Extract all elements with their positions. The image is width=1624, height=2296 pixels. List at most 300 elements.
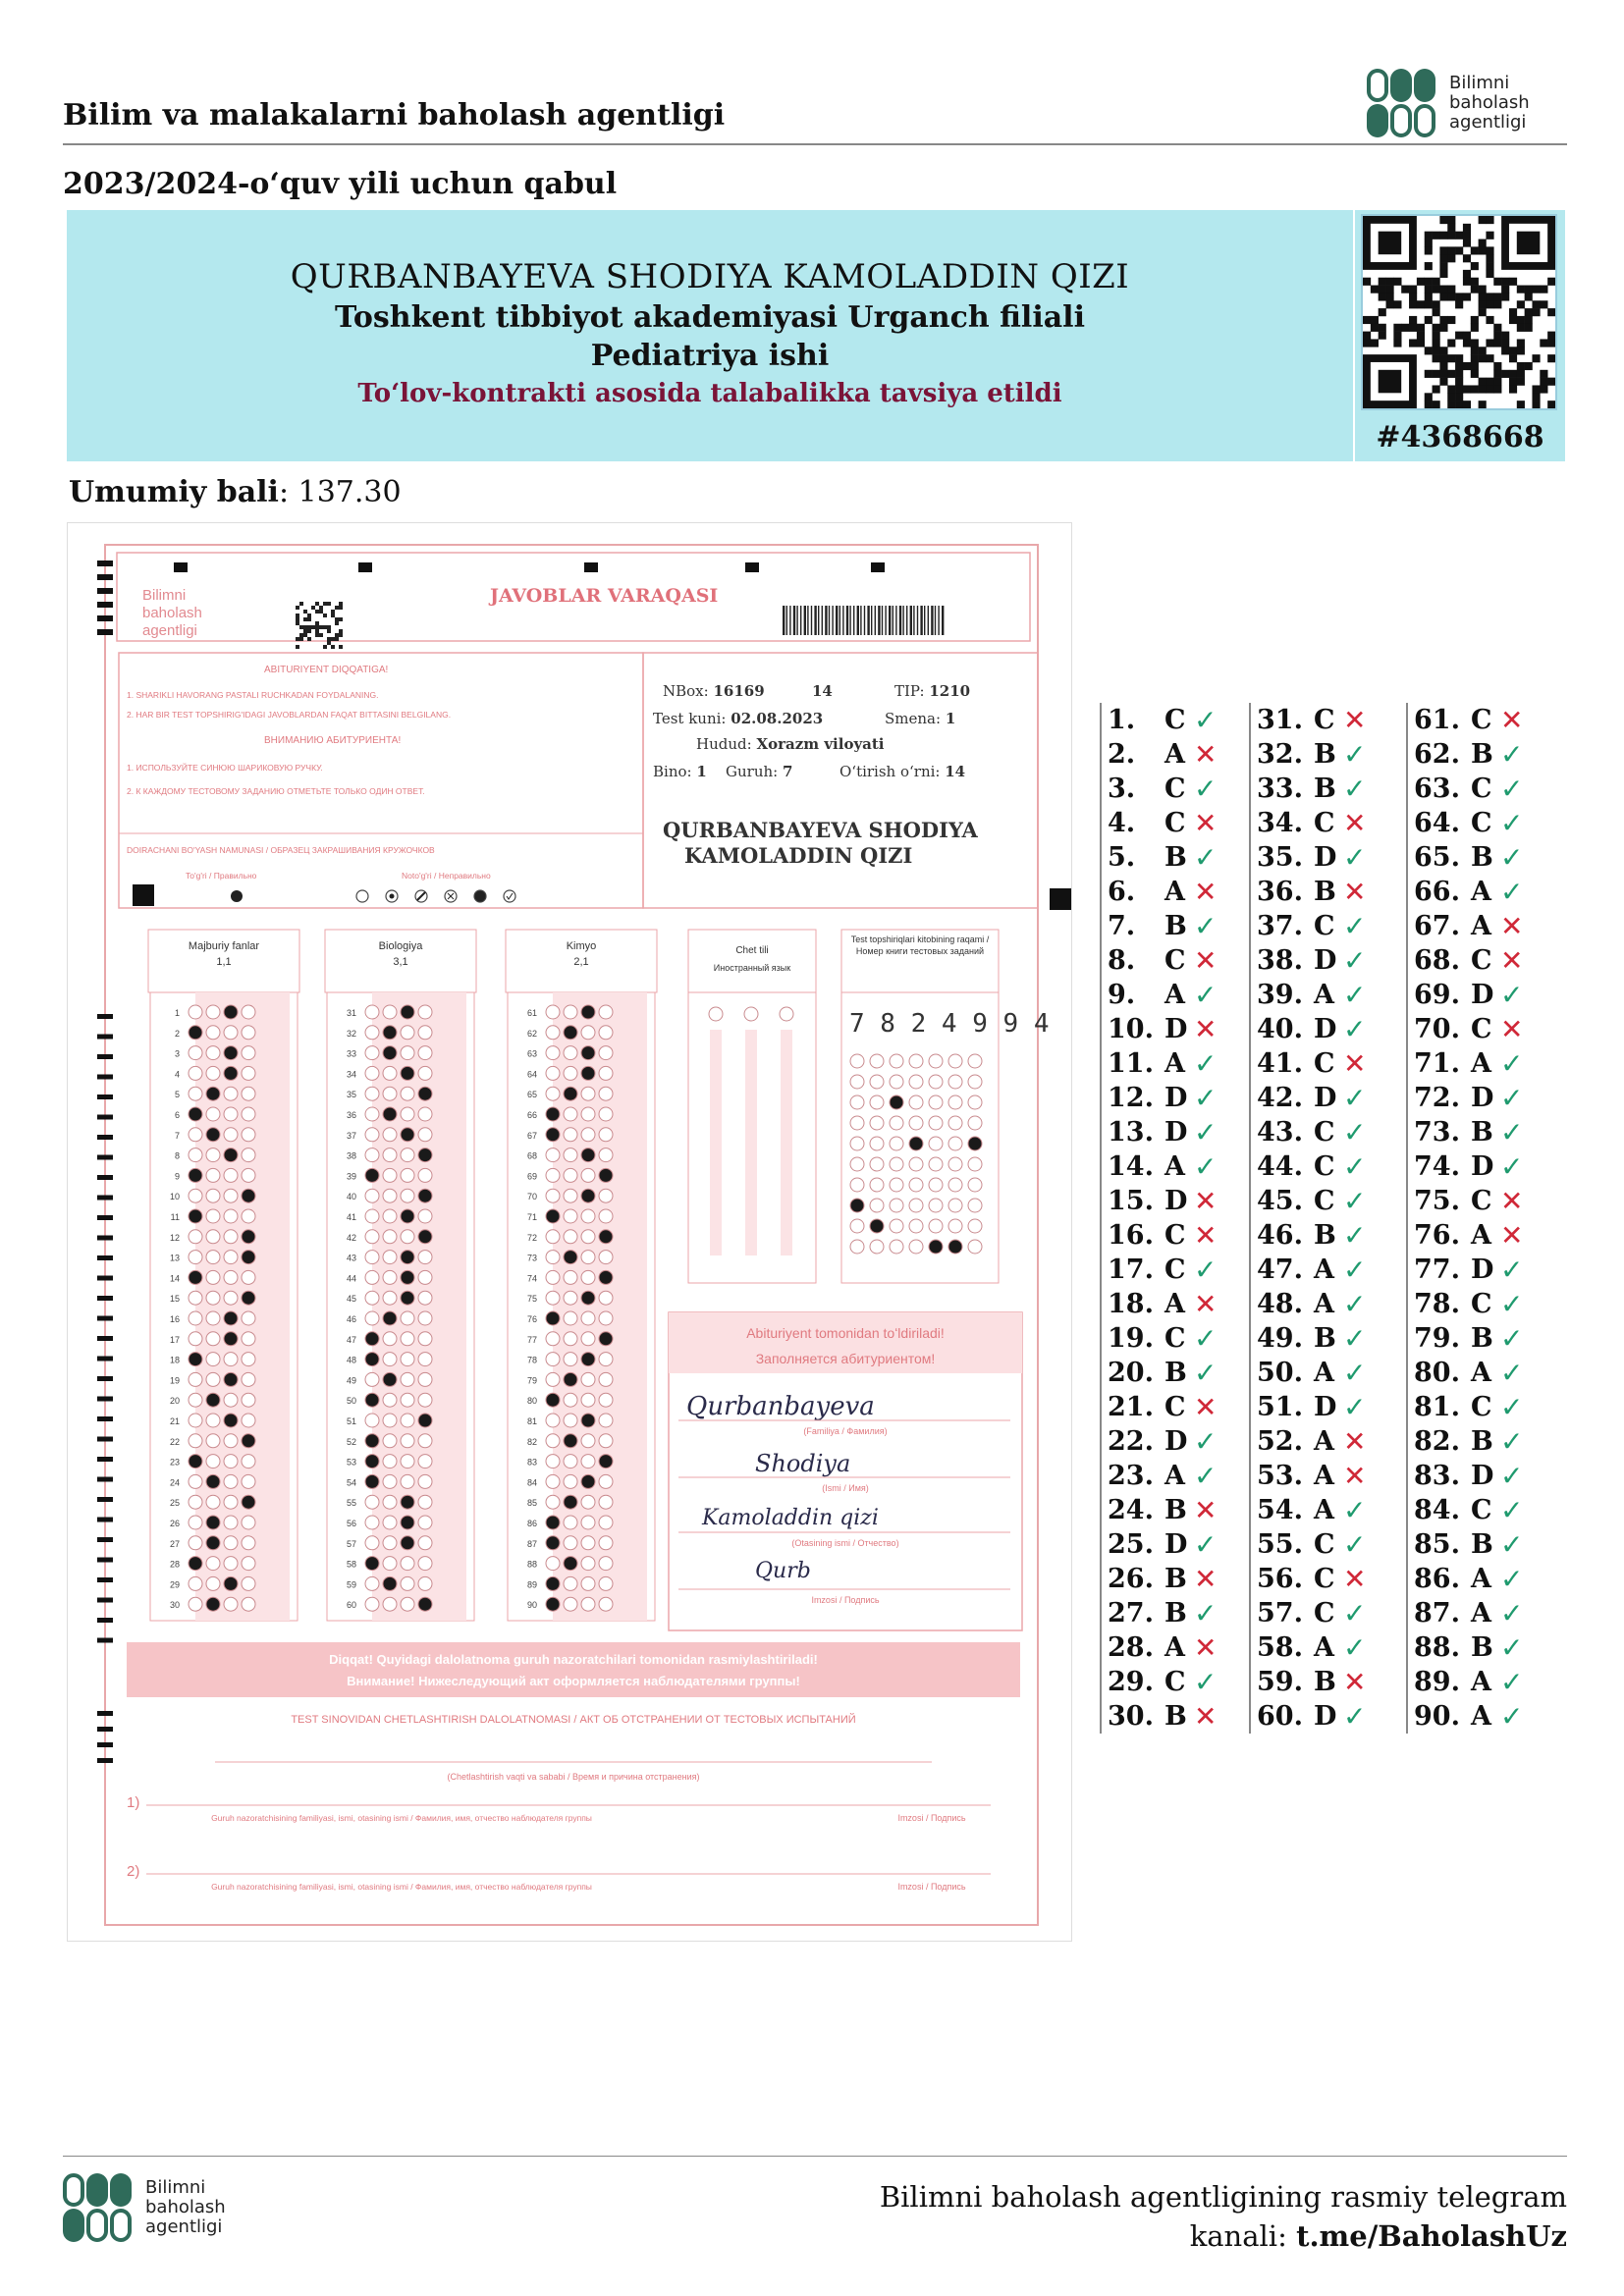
answer-letter: B [1164,842,1187,873]
answer-letter: A [1471,1220,1491,1251]
check-icon: ✓ [1343,1528,1367,1561]
check-icon: ✓ [1194,1047,1218,1080]
qr-module [1493,324,1501,332]
answer-bubble [418,1148,432,1162]
timing-mark [97,1135,113,1140]
timing-mark [97,615,113,621]
timing-mark [97,1497,113,1502]
qr-module [1393,300,1401,308]
answer-bubble [383,1066,397,1080]
answer-letter: A [1314,1632,1334,1663]
qr-module [1425,316,1433,324]
answer-bubble [599,1026,613,1040]
qr-module [1471,246,1479,254]
cross-icon: ✕ [1194,738,1218,771]
book-digit-bubble [968,1075,982,1089]
timing-mark [97,1035,113,1040]
answer-bubble [242,1597,255,1611]
question-number: 59. [1257,1667,1303,1697]
bubble-row-number: 18 [169,1355,180,1365]
qr-module [335,606,339,610]
cross-icon: ✕ [1343,704,1367,736]
answer-letter: A [1164,980,1185,1010]
answer-bubble [564,1066,577,1080]
question-number: 8. [1108,945,1136,976]
answer-row [1408,737,1551,772]
question-number: 30. [1108,1701,1154,1732]
answer-bubble [206,1270,220,1284]
barcode-bar [871,606,872,635]
book-digit-bubble [968,1199,982,1212]
answer-bubble [546,1189,560,1202]
answer-results-table [1100,703,1542,1735]
answer-row [1408,1012,1551,1046]
check-icon: ✓ [1343,1150,1367,1183]
answer-letter: B [1164,1358,1187,1388]
question-number: 49. [1257,1323,1303,1354]
answer-bubble [564,1495,577,1509]
answer-bubble [189,1332,202,1346]
check-icon: ✓ [1194,1254,1218,1286]
qr-module [1433,370,1440,378]
bubble-row-number: 6 [174,1110,180,1120]
answer-row [1408,1287,1551,1321]
qr-module [1447,339,1455,347]
answer-row [1251,943,1394,978]
bubble-row-number: 55 [346,1498,356,1509]
barcode-bar [842,606,843,635]
qr-module [339,617,343,621]
answer-bubble [365,1128,379,1142]
check-icon: ✓ [1343,1322,1367,1355]
answer-bubble [599,1455,613,1468]
answer-letter: B [1471,1323,1493,1354]
check-icon: ✓ [1500,1666,1524,1698]
qr-module [1525,286,1533,294]
barcode-bar [804,606,806,635]
book-digit-bubble [909,1240,923,1254]
qr-module [331,637,335,641]
answer-bubble [581,1372,595,1386]
qr-module [1393,339,1401,347]
qr-module [1479,308,1487,316]
qr-module [1447,254,1455,262]
qr-panel [1355,210,1565,461]
answer-letter: C [1164,1667,1186,1697]
answer-letter: B [1471,1529,1493,1560]
answer-bubble [383,1270,397,1284]
qr-module [1363,339,1371,347]
answer-bubble [418,1557,432,1571]
check-icon: ✓ [1194,1425,1218,1458]
check-icon: ✓ [1343,979,1367,1011]
answer-bubble [242,1189,255,1202]
qr-module [1525,308,1533,316]
sheet-name-line-2: KAMOLADDIN QIZI [684,843,913,868]
test-day-value: 02.08.2023 [731,710,824,727]
answer-letter: D [1314,945,1337,976]
answer-bubble [599,1516,613,1529]
barcode-bar [793,606,795,635]
bubble-row-number: 13 [169,1253,180,1263]
question-number: 61. [1414,705,1460,735]
answer-bubble [546,1291,560,1305]
answer-letter: A [1471,1701,1491,1732]
answer-bubble [581,1148,595,1162]
check-icon: ✓ [1500,1254,1524,1286]
sheet-logo-text: agentligi [142,622,197,639]
svg-text:Guruh: 7 [726,763,792,780]
check-icon: ✓ [1194,1597,1218,1629]
book-number-digits: 7 8 2 4 9 9 4 [849,1009,1050,1039]
bubble-row-number: 12 [169,1232,180,1243]
answer-bubble [242,1209,255,1223]
subject-title: Biologiya [378,940,423,952]
telegram-link[interactable]: t.me/BaholashUz [1296,2219,1567,2253]
bubble-row-number: 24 [169,1477,180,1488]
check-icon: ✓ [1343,1494,1367,1526]
answer-letter: D [1314,1014,1337,1044]
answer-row [1251,875,1394,909]
answer-letter: C [1164,705,1186,735]
barcode-bar [864,606,865,635]
answer-bubble [546,1536,560,1550]
answer-bubble [564,1168,577,1182]
qr-module [1379,332,1386,340]
timing-mark [97,561,113,566]
answer-bubble [383,1495,397,1509]
answer-row [1251,703,1394,737]
answer-bubble [189,1046,202,1060]
check-icon: ✓ [1500,738,1524,771]
answer-bubble [206,1557,220,1571]
bubble-row-number: 39 [346,1171,356,1182]
svg-text:Bino: 1 [653,763,707,780]
answer-letter: C [1471,808,1492,838]
answer-bubble [564,1353,577,1366]
notice-text: 1. SHARIKLI HAVORANG PASTALI RUCHKADAN FOYDALANING. [127,690,379,700]
answer-row [1102,1012,1245,1046]
answer-bubble [383,1168,397,1182]
book-digit-bubble [850,1199,864,1212]
answer-bubble [365,1474,379,1488]
qr-module [1463,400,1471,408]
timing-mark [97,1457,113,1462]
answer-bubble [546,1209,560,1223]
question-number: 27. [1108,1598,1154,1629]
barcode-bar [783,606,785,635]
qr-module [303,633,307,637]
answer-bubble [206,1230,220,1244]
qr-module [1433,347,1440,354]
qr-module [1439,286,1447,294]
answer-bubble [224,1066,238,1080]
answer-letter: B [1314,1220,1336,1251]
bubble-row-number: 51 [346,1416,356,1426]
check-icon: ✓ [1343,1700,1367,1733]
book-digit-bubble [968,1178,982,1192]
answer-bubble [418,1372,432,1386]
answer-bubble [189,1536,202,1550]
qr-module [1439,232,1447,240]
question-number: 20. [1108,1358,1154,1388]
qr-module [1393,324,1401,332]
book-digit-bubble [850,1075,864,1089]
bubble-row-number: 10 [169,1192,180,1202]
bubble-row-number: 52 [346,1436,356,1447]
bubble-row-number: 41 [346,1212,356,1222]
qr-module [1501,339,1509,347]
qr-module [307,625,311,629]
footer-prefix: kanali: [1189,2219,1287,2253]
qr-module [1471,354,1479,362]
timing-mark [97,1518,113,1522]
bubble-row-number: 73 [526,1253,537,1263]
qr-module [1379,293,1386,300]
qr-module [1371,316,1379,324]
cross-icon: ✕ [1194,1700,1218,1733]
qr-module [1540,300,1547,308]
recommendation-status: Toʻlov-kontrakti asosida talabalikka tavsiya etildi [357,379,1062,408]
answer-bubble [206,1332,220,1346]
qr-module [1486,378,1493,386]
bubble-row-number: 61 [526,1008,537,1018]
father-field-label: (Otasining ismi / Отчество) [791,1538,899,1548]
timing-mark [745,562,759,572]
logo-text-line: baholash [1449,92,1530,113]
bubble-row-number: 36 [346,1110,356,1120]
answer-letter: B [1471,842,1493,873]
answer-bubble [242,1251,255,1264]
question-number: 6. [1108,877,1136,907]
answer-row [1408,1321,1551,1356]
language-bubbles [709,1007,793,1255]
qr-module [1447,246,1455,254]
answer-bubble [546,1311,560,1325]
question-number: 4. [1108,808,1136,838]
cross-icon: ✕ [1500,1219,1524,1252]
barcode-bar [928,606,929,635]
answer-bubble [383,1597,397,1611]
answer-bubble [581,1474,595,1488]
bubble-row-number: 80 [526,1396,537,1407]
qr-module [1493,362,1501,370]
answer-bubble [242,1536,255,1550]
answer-bubble [383,1536,397,1550]
qr-module [323,625,327,629]
answer-bubble [546,1516,560,1529]
bubble-row-number: 50 [346,1396,356,1407]
question-number: 60. [1257,1701,1303,1732]
answer-bubble [206,1455,220,1468]
book-digit-bubble [890,1240,903,1254]
question-number: 84. [1414,1495,1460,1525]
answer-bubble [401,1168,414,1182]
program-name: Pediatriya ishi [590,339,830,373]
answer-bubble [189,1372,202,1386]
answer-bubble [242,1087,255,1100]
answer-bubble [206,1536,220,1550]
answer-row [1408,1253,1551,1287]
answer-bubble [581,1128,595,1142]
timing-mark [97,1095,113,1099]
answer-bubble [599,1087,613,1100]
answer-bubble [599,1474,613,1488]
qr-module [339,645,343,649]
timing-mark [97,588,113,594]
check-icon: ✓ [1343,1391,1367,1423]
answer-letter: A [1314,1426,1334,1457]
qr-module [296,614,299,617]
book-digit-bubble [929,1240,943,1254]
answer-bubble [189,1516,202,1529]
group-value: 7 [782,763,793,780]
answer-bubble [242,1455,255,1468]
answer-bubble [242,1576,255,1590]
answer-bubble [189,1087,202,1100]
answer-bubble [581,1557,595,1571]
bubble-row-number: 57 [346,1538,356,1549]
qr-module [1525,293,1533,300]
answer-bubble [206,1311,220,1325]
footer-logo [63,2173,226,2242]
qr-module [1439,262,1447,270]
check-icon: ✓ [1194,1150,1218,1183]
answer-bubble [564,1209,577,1223]
answer-letter: D [1164,1426,1188,1457]
answer-bubble [224,1189,238,1202]
answer-bubble [365,1026,379,1040]
nbox-extra: 14 [812,682,833,700]
language-bubble [744,1007,758,1021]
qr-module [1447,400,1455,408]
answer-letter: C [1164,1392,1186,1422]
qr-module [1439,246,1447,254]
notice-title: ABITURIYENT DIQQATIGA! [264,665,389,675]
fill-area-title: Abituriyent tomonidan toʻldiriladi! [746,1325,945,1341]
book-digit-bubble [890,1054,903,1068]
cross-icon: ✕ [1343,807,1367,839]
notice-title-ru: ВНИМАНИЮ АБИТУРИЕНТА! [264,735,402,746]
qr-module [1386,300,1394,308]
answer-row [1102,1459,1245,1493]
answer-bubble [365,1516,379,1529]
qr-module [1509,278,1517,286]
answer-letter: B [1471,1117,1493,1148]
language-bubble [709,1007,723,1021]
cross-icon: ✕ [1194,944,1218,977]
qr-module [1517,286,1525,294]
check-icon: ✓ [1194,841,1218,874]
book-digit-bubble [890,1199,903,1212]
building-label: Bino: [653,763,692,780]
qr-module [1525,316,1533,324]
book-digit-bubble [850,1095,864,1109]
qr-module [1455,393,1463,400]
line-number: 1) [127,1794,140,1811]
answer-bubble [599,1576,613,1590]
question-number: 56. [1257,1564,1303,1594]
answer-bubble [206,1046,220,1060]
answer-bubble [224,1597,238,1611]
answer-bubble [189,1148,202,1162]
bubble-row-number: 29 [169,1579,180,1590]
check-icon: ✓ [1343,1116,1367,1148]
answer-bubble [206,1005,220,1019]
answer-row [1251,1459,1394,1493]
answer-row [1251,1149,1394,1184]
book-number-title: Test topshiriqlari kitobining raqami / Номер книги тестовых заданий [850,934,990,956]
question-number: 29. [1108,1667,1154,1697]
qr-module [1486,262,1493,270]
answer-bubble [365,1353,379,1366]
question-number: 33. [1257,774,1303,804]
sheet-title: JAVOBLAR VARAQASI [490,585,719,607]
bubble-row-number: 53 [346,1457,356,1468]
qr-module [1425,393,1433,400]
bubble-row-number: 54 [346,1477,356,1488]
answer-bubble [418,1291,432,1305]
qr-module [1517,316,1525,324]
act-title: TEST SINOVIDAN CHETLASHTIRISH DALOLATNOMASI / АКТ ОБ ОТСТРАНЕНИИ ОТ ТЕСТОВЫХ ИСПЫТАНИЙ [291,1714,856,1726]
answer-letter: C [1471,1014,1492,1044]
answer-letter: A [1471,1667,1491,1697]
qr-module [296,617,299,621]
answer-bubble [224,1128,238,1142]
bubble-row-number: 21 [169,1416,180,1426]
answer-bubble [564,1251,577,1264]
qr-module [1409,286,1417,294]
logo-text-line: baholash [145,2197,226,2217]
question-number: 79. [1414,1323,1460,1354]
answer-bubble [418,1311,432,1325]
answer-letter: B [1314,739,1336,770]
bubble-row-number: 20 [169,1396,180,1407]
answer-bubble [189,1576,202,1590]
check-icon: ✓ [1194,1322,1218,1355]
subject-title: Kimyo [566,940,597,952]
qr-code-icon[interactable] [1361,214,1557,410]
book-digit-bubble [948,1095,962,1109]
answer-row [1251,1012,1394,1046]
check-icon: ✓ [1343,1288,1367,1320]
book-digit-bubble [968,1137,982,1150]
bubble-row-number: 85 [526,1498,537,1509]
timing-mark [97,1215,113,1220]
bubble-row-number: 66 [526,1110,537,1120]
bubble-row-number: 48 [346,1355,356,1365]
institution-name: Toshkent tibbiyot akademiyasi Urganch filiali [335,300,1085,335]
bubble-row-number: 86 [526,1519,537,1528]
question-number: 39. [1257,980,1303,1010]
answer-bubble [599,1332,613,1346]
qr-module [1540,385,1547,393]
answer-bubble [581,1189,595,1202]
qr-module [1425,400,1433,408]
answer-letter: C [1164,945,1186,976]
answer-row [1251,1390,1394,1424]
answer-letter: D [1471,1461,1494,1491]
answer-row [1102,943,1245,978]
answer-bubble [224,1536,238,1550]
answer-bubble [189,1026,202,1040]
barcode-bar [846,606,848,635]
bubble-row-number: 74 [526,1273,537,1284]
answer-bubble [401,1005,414,1019]
seat-value: 14 [945,763,966,780]
qr-module [1433,300,1440,308]
shift-label: Smena: [885,710,942,727]
